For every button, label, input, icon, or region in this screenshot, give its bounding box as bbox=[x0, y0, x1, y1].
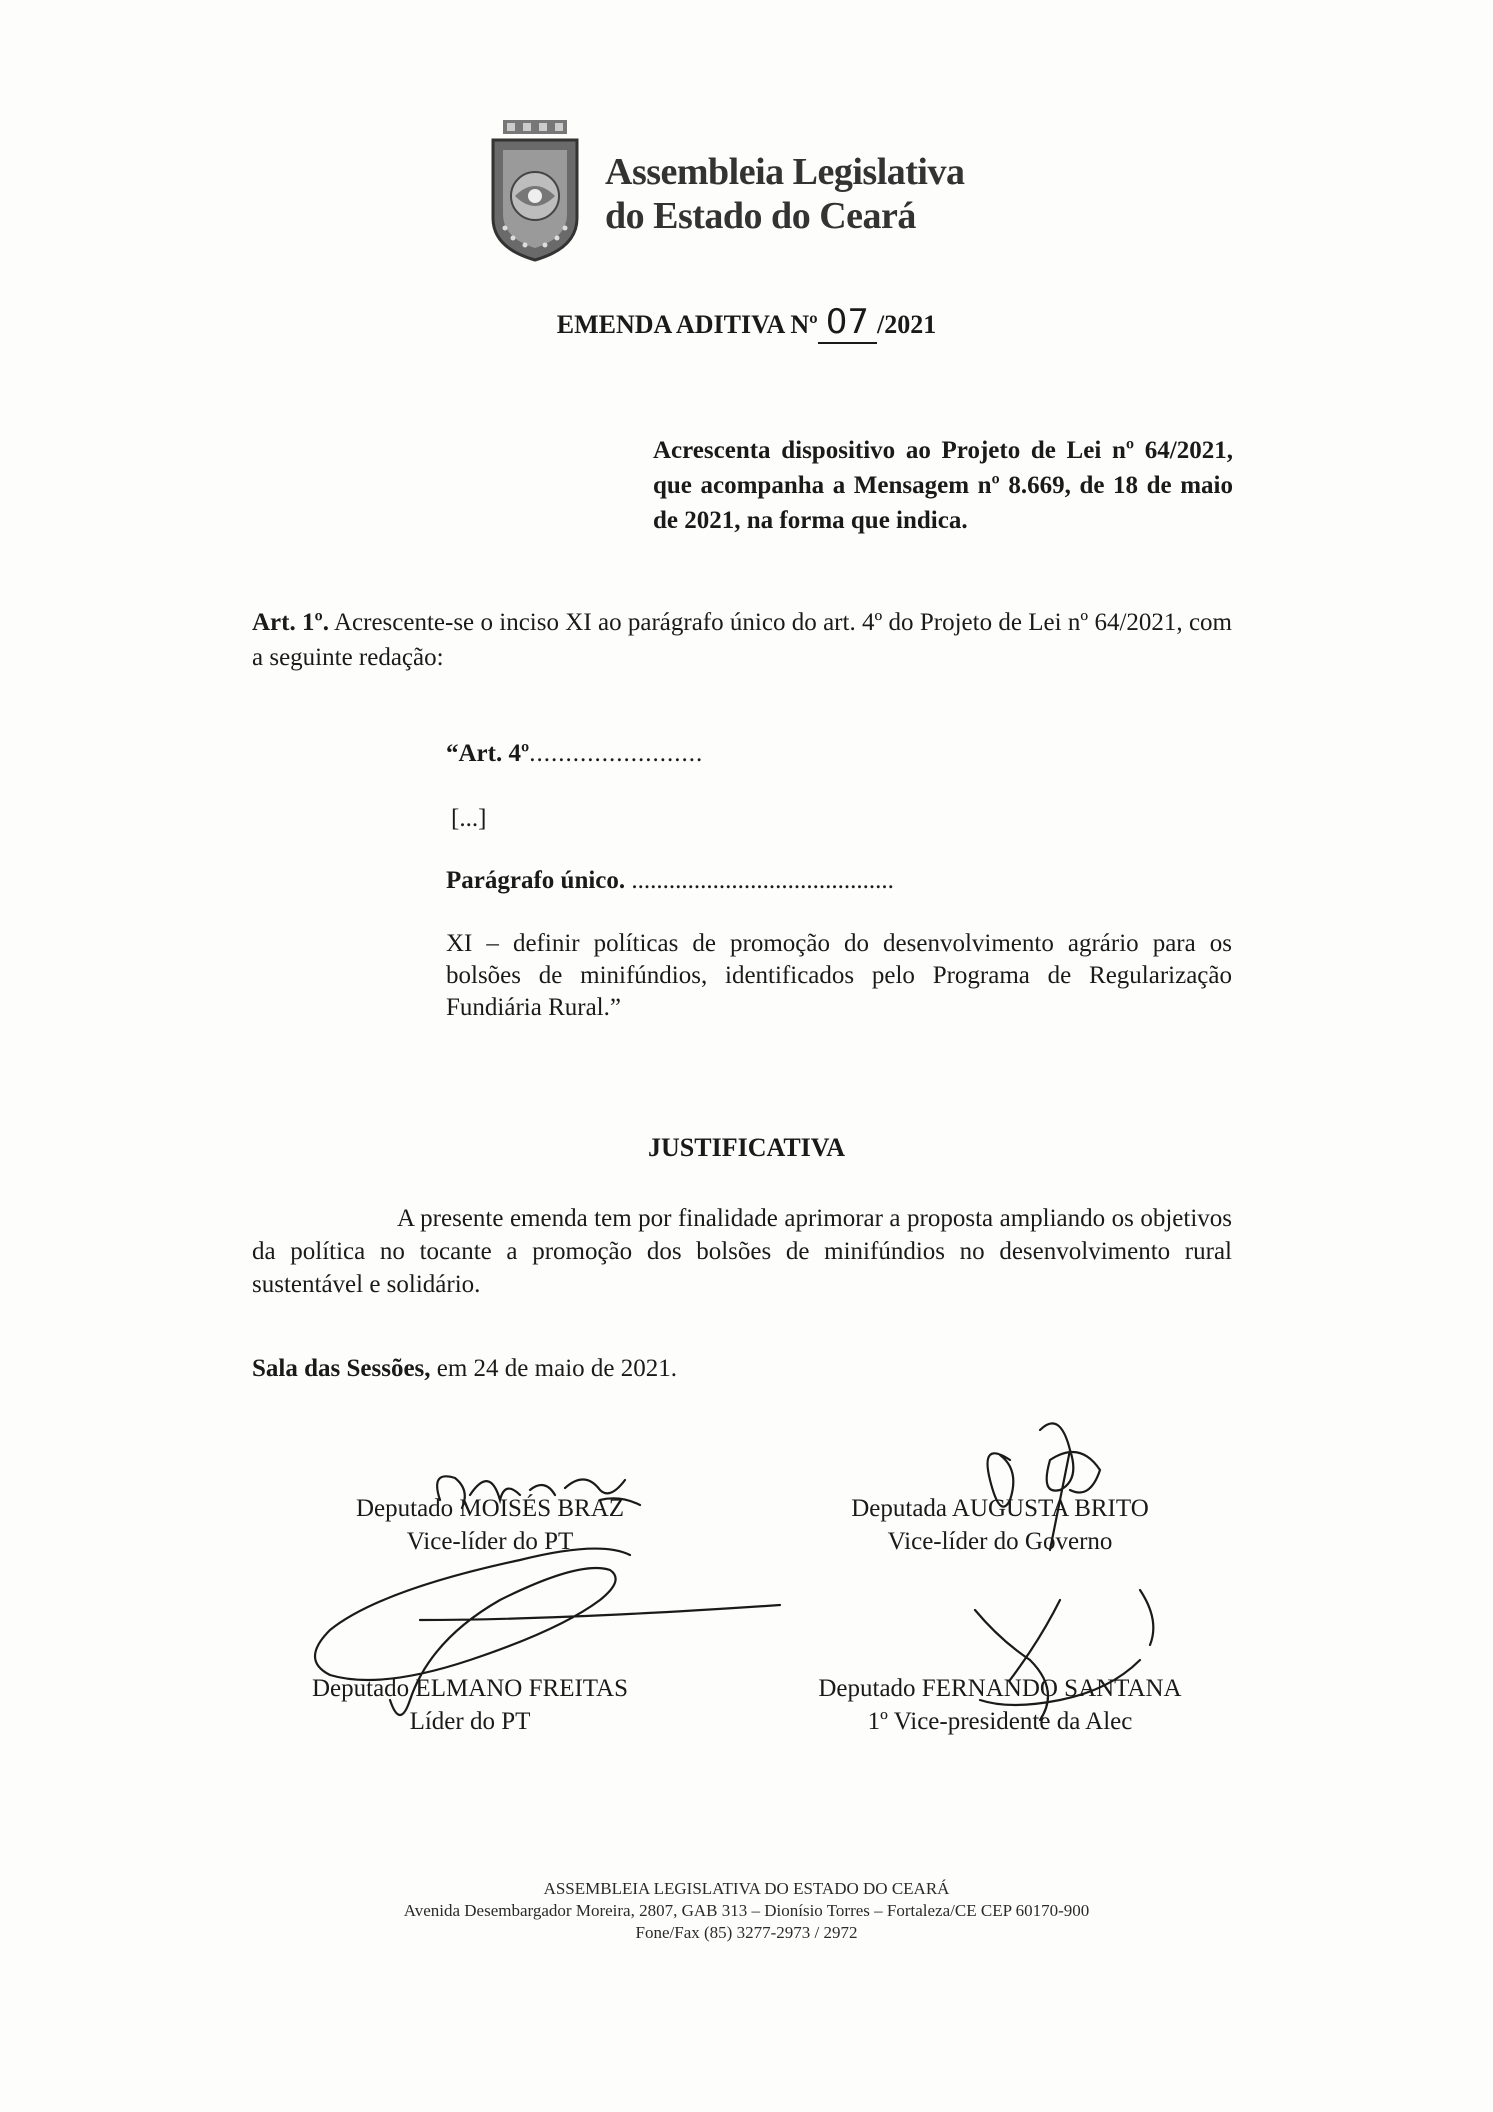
ementa-paragraph: Acrescenta dispositivo ao Projeto de Lei nº 64/2021, que acompanha a Mensagem nº 8.669, de 18 de maio de 2021, na forma que indica. bbox=[653, 437, 1233, 534]
signatory-role: Vice-líder do PT bbox=[406, 1528, 574, 1555]
quote-article-label: “Art. 4º bbox=[446, 740, 530, 767]
title-suffix: /2021 bbox=[876, 310, 937, 339]
session-date-line bbox=[252, 1355, 677, 1383]
institution-name-line2: do Estado do Ceará bbox=[605, 195, 916, 237]
footer-line-institution: ASSEMBLEIA LEGISLATIVA DO ESTADO DO CEARÁ bbox=[543, 1879, 950, 1898]
institution-name-line1: Assembleia Legislativa bbox=[605, 151, 965, 193]
signatory-name: Deputado ELMANO FREITAS bbox=[311, 1675, 629, 1702]
quote-paragraph-dots: .......................................... bbox=[625, 867, 894, 894]
quote-inciso-xi: XI – definir políticas de promoção do desenvolvimento agrário para os bolsões de minifúndios, identificados pelo Programa de Regularização Fundiária Rural.” bbox=[446, 930, 1232, 1021]
article-1-label: Art. 1º. bbox=[252, 609, 330, 636]
footer-line-address: Avenida Desembargador Moreira, 2807, GAB 313 – Dionísio Torres – Fortaleza/CE CEP 60170-900 bbox=[403, 1901, 1090, 1920]
quote-ellipsis: [...] bbox=[451, 805, 487, 832]
signatory-block bbox=[790, 1672, 1210, 1738]
title-prefix: EMENDA ADITIVA Nº bbox=[556, 310, 818, 339]
signatory-role: Vice-líder do Governo bbox=[887, 1528, 1113, 1555]
article-1-text: Acrescente-se o inciso XI ao parágrafo único do art. 4º do Projeto de Lei nº 64/2021, com a seguinte redação: bbox=[252, 609, 1233, 671]
footer-line-phone: Fone/Fax (85) 3277-2973 / 2972 bbox=[635, 1923, 858, 1942]
quote-paragraph-label: Parágrafo único. bbox=[446, 867, 626, 894]
coat-of-arms-icon bbox=[485, 118, 585, 263]
session-date: em 24 de maio de 2021. bbox=[430, 1355, 677, 1382]
article-1-paragraph bbox=[252, 605, 1232, 675]
footer bbox=[0, 1878, 1493, 1944]
signatory-block bbox=[290, 1672, 650, 1738]
quote-paragraph-unico bbox=[446, 867, 894, 895]
signatory-role: 1º Vice-presidente da Alec bbox=[867, 1708, 1133, 1735]
signatory-name: Deputada AUGUSTA BRITO bbox=[851, 1495, 1149, 1522]
institution-name bbox=[605, 150, 964, 238]
quote-article-dots: ........................ bbox=[529, 740, 704, 767]
signatory-block bbox=[310, 1492, 670, 1558]
signatory-name: Deputado MOISÉS BRAZ bbox=[355, 1495, 625, 1522]
title-number: 07 bbox=[818, 302, 877, 344]
justification-heading: JUSTIFICATIVA bbox=[648, 1133, 845, 1162]
document-title bbox=[0, 302, 1493, 342]
quote-article-4 bbox=[446, 740, 703, 768]
justification-text: A presente emenda tem por finalidade aprimorar a proposta ampliando os objetivos da política no tocante a promoção dos bolsões de minifúndios no desenvolvimento rural sustentável e solidário. bbox=[252, 1205, 1232, 1298]
signatory-role: Líder do PT bbox=[409, 1708, 531, 1735]
session-place: Sala das Sessões, bbox=[252, 1355, 431, 1382]
signatory-name: Deputado FERNANDO SANTANA bbox=[818, 1675, 1182, 1702]
signatory-block bbox=[820, 1492, 1180, 1558]
